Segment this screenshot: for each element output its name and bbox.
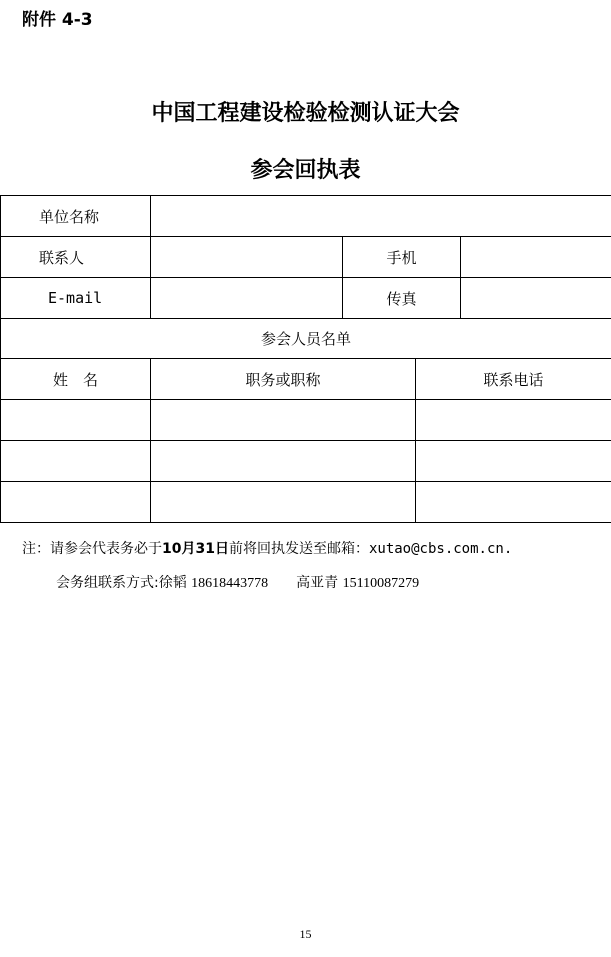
attendee-phone-cell[interactable]	[416, 400, 611, 441]
organizer-contact	[56, 572, 419, 592]
submission-note	[22, 538, 512, 558]
attendee-name-cell[interactable]	[1, 441, 151, 482]
unit-name-row	[1, 196, 611, 237]
attachment-label: 附件 4-3	[22, 10, 93, 30]
fax-field[interactable]	[461, 278, 611, 319]
attendee-position-cell[interactable]	[151, 482, 416, 523]
contact-person1-name: 徐韬	[158, 575, 187, 591]
page-number: 15	[299, 927, 312, 941]
column-header-name: 姓 名	[1, 359, 151, 400]
attendee-name-cell[interactable]	[1, 482, 151, 523]
contact-person1-phone: 18618443778	[191, 576, 269, 591]
attendee-position-cell[interactable]	[151, 400, 416, 441]
attendee-row	[1, 400, 611, 441]
note-middle: 前将回执发送至邮箱：	[228, 541, 369, 557]
contact-field[interactable]	[151, 237, 343, 278]
note-prefix: 注：请参会代表务必于	[22, 541, 162, 557]
mobile-field[interactable]	[461, 237, 611, 278]
attendee-position-cell[interactable]	[151, 441, 416, 482]
attendee-row	[1, 441, 611, 482]
email-row	[1, 278, 611, 319]
attendee-header-row	[1, 359, 611, 400]
unit-name-field[interactable]	[151, 196, 611, 237]
attendee-list-heading: 参会人员名单	[1, 319, 611, 359]
note-email[interactable]: xutao@cbs.com.cn.	[368, 541, 513, 557]
attendee-phone-cell[interactable]	[416, 482, 611, 523]
fax-label: 传真	[343, 278, 461, 319]
attendee-phone-cell[interactable]	[416, 441, 611, 482]
contact-row	[1, 237, 611, 278]
mobile-label: 手机	[343, 237, 461, 278]
document-title: 中国工程建设检验检测认证大会	[151, 101, 460, 126]
contact-person2-phone: 15110087279	[342, 576, 420, 591]
column-header-phone: 联系电话	[416, 359, 611, 400]
email-field[interactable]	[151, 278, 343, 319]
unit-name-label: 单位名称	[1, 196, 151, 237]
attendee-name-cell[interactable]	[1, 400, 151, 441]
attendee-row	[1, 482, 611, 523]
column-header-position: 职务或职称	[151, 359, 416, 400]
contact-label: 联系人	[1, 237, 151, 278]
email-label: E-mail	[1, 278, 151, 319]
note-deadline: 10月31日	[162, 541, 229, 557]
attendee-list-row	[1, 319, 611, 359]
contact-person2-name: 高亚青	[296, 575, 339, 591]
contact-prefix: 会务组联系方式:	[56, 575, 159, 591]
form-title: 参会回执表	[250, 158, 361, 183]
registration-form-table	[0, 195, 611, 523]
